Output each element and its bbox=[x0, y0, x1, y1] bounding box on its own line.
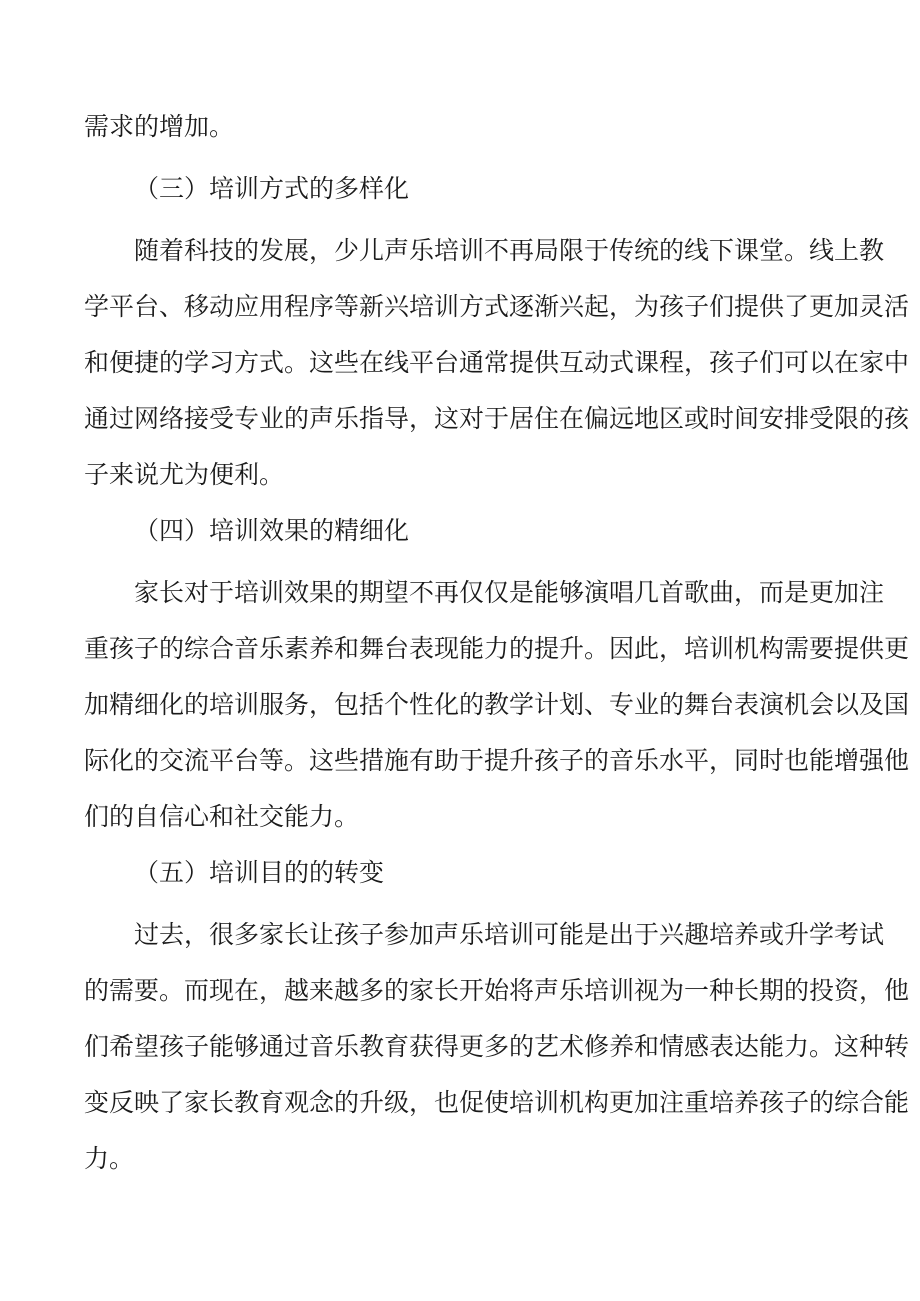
paragraph-line: 学平台、移动应用程序等新兴培训方式逐渐兴起，为孩子们提供了更加灵活 bbox=[84, 292, 910, 321]
section-heading-5: （五）培训目的的转变 bbox=[134, 858, 385, 887]
paragraph-line: 们希望孩子能够通过音乐教育获得更多的艺术修养和情感表达能力。这种转 bbox=[84, 1032, 910, 1061]
paragraph-line: 和便捷的学习方式。这些在线平台通常提供互动式课程，孩子们可以在家中 bbox=[84, 348, 910, 377]
paragraph-line: 随着科技的发展，少儿声乐培训不再局限于传统的线下课堂。线上教 bbox=[134, 236, 885, 265]
paragraph-line: 需求的增加。 bbox=[84, 112, 235, 141]
paragraph-line: 力。 bbox=[84, 1144, 135, 1173]
paragraph-line: 际化的交流平台等。这些措施有助于提升孩子的音乐水平，同时也能增强他 bbox=[84, 746, 910, 775]
paragraph-line: 家长对于培训效果的期望不再仅仅是能够演唱几首歌曲，而是更加注 bbox=[134, 578, 885, 607]
section-heading-3: （三）培训方式的多样化 bbox=[134, 174, 410, 203]
paragraph-line: 的需要。而现在，越来越多的家长开始将声乐培训视为一种长期的投资，他 bbox=[84, 976, 910, 1005]
paragraph-line: 重孩子的综合音乐素养和舞台表现能力的提升。因此，培训机构需要提供更 bbox=[84, 634, 910, 663]
paragraph-line: 过去，很多家长让孩子参加声乐培训可能是出于兴趣培养或升学考试 bbox=[134, 920, 885, 949]
paragraph-line: 变反映了家长教育观念的升级，也促使培训机构更加注重培养孩子的综合能 bbox=[84, 1088, 910, 1117]
paragraph-line: 加精细化的培训服务，包括个性化的教学计划、专业的舞台表演机会以及国 bbox=[84, 690, 910, 719]
paragraph-line: 们的自信心和社交能力。 bbox=[84, 802, 360, 831]
paragraph-line: 通过网络接受专业的声乐指导，这对于居住在偏远地区或时间安排受限的孩 bbox=[84, 404, 910, 433]
paragraph-line: 子来说尤为便利。 bbox=[84, 460, 285, 489]
section-heading-4: （四）培训效果的精细化 bbox=[134, 516, 410, 545]
